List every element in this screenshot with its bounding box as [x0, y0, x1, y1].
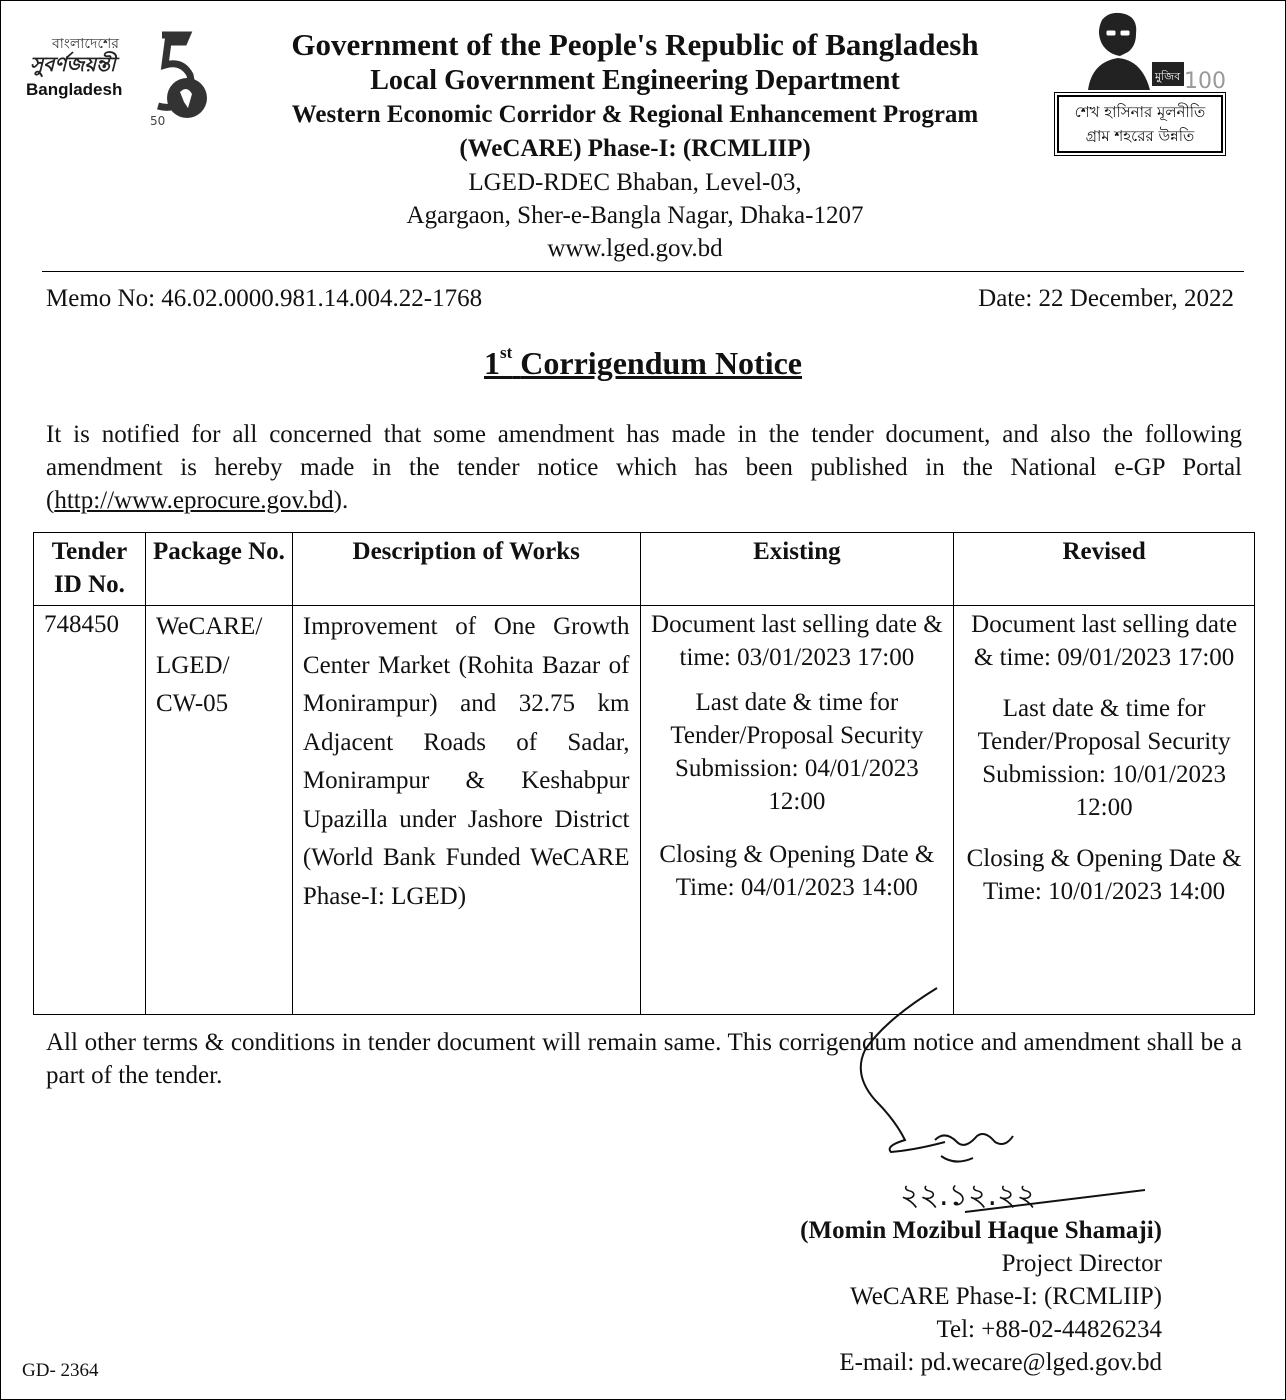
revised-closing: Closing & Opening Date & Time: 10/01/2023 14:00	[966, 845, 1242, 905]
logo-bangla-line1: বাংলাদেশের	[52, 36, 119, 52]
notice-title: 1st Corrigendum Notice	[484, 343, 802, 381]
header-address1: LGED-RDEC Bhaban, Level-03,	[468, 169, 802, 196]
header-revised: Revised	[954, 533, 1255, 606]
cell-existing	[640, 606, 954, 1015]
header-tender-id: Tender ID No.	[34, 533, 146, 606]
memo-number: Memo No: 46.02.0000.981.14.004.22-1768	[46, 285, 483, 312]
closing-paragraph: All other terms & conditions in tender document will remain same. This corrigendum notice and amendment shall be a part of the tender.	[46, 1029, 1242, 1089]
signatory-designation: Project Director	[1001, 1250, 1162, 1277]
table-header-row	[34, 533, 1255, 606]
header-package: Package No.	[145, 533, 292, 606]
intro-paragraph: It is notified for all concerned that some amendment has made in the tender document, and also the following amendment is hereby made in the tender notice which has been published in the National e-GP Portal (http://www.eprocure.gov.bd).	[46, 421, 1242, 514]
signatory-email[interactable]: E-mail: pd.wecare@lged.gov.bd	[839, 1349, 1162, 1376]
table-row	[34, 606, 1255, 1015]
revised-selling: Document last selling date & time: 09/01/2023 17:00	[971, 611, 1238, 671]
signatory-name: (Momin Mozibul Haque Shamaji)	[800, 1217, 1162, 1244]
portrait-icon	[1080, 10, 1226, 94]
header-department: Local Government Engineering Department	[370, 65, 900, 96]
footer-code: GD- 2364	[22, 1360, 99, 1381]
header-government: Government of the People's Republic of Bangladesh	[291, 27, 979, 62]
signatory-tel: Tel: +88-02-44826234	[936, 1316, 1162, 1343]
cell-tender-id: 748450	[34, 606, 146, 1015]
revised-security: Last date & time for Tender/Proposal Security Submission: 10/01/2023 12:00	[977, 695, 1231, 821]
header-website[interactable]: www.lged.gov.bd	[547, 235, 723, 262]
golden-jubilee-logo	[22, 30, 212, 135]
logo-numeral: 50	[150, 114, 166, 128]
eprocure-link[interactable]: http://www.eprocure.gov.bd	[54, 487, 334, 514]
signatory-program: WeCARE Phase-I: (RCMLIIP)	[850, 1283, 1162, 1310]
cell-package: WeCARE/ LGED/ CW-05	[145, 606, 292, 1015]
logo-badge-text: মুজিব	[1155, 70, 1181, 83]
header-description: Description of Works	[292, 533, 640, 606]
memo-date: Date: 22 December, 2022	[978, 285, 1234, 312]
header-address2: Agargaon, Sher-e-Bangla Nagar, Dhaka-1207	[406, 202, 864, 229]
existing-security: Last date & time for Tender/Proposal Security Submission: 04/01/2023 12:00	[670, 689, 924, 815]
header-phase: (WeCARE) Phase-I: (RCMLIIP)	[459, 135, 811, 162]
signature-icon	[845, 980, 1175, 1213]
slogan-line1: শেখ হাসিনার মূলনীতি	[1074, 103, 1206, 121]
amendment-table	[33, 532, 1255, 1015]
existing-closing: Closing & Opening Date & Time: 04/01/2023 14:00	[659, 841, 935, 901]
cell-description: Improvement of One Growth Center Market (Rohita Bazar of Monirampur) and 32.75 km Adjacent Roads of Sadar, Monirampur & Keshabpur Upazilla under Jashore District (World Bank Funded WeCARE Phase-I: LGED)	[292, 606, 640, 1015]
slogan-box	[1057, 95, 1223, 153]
existing-selling: Document last selling date & time: 03/01/2023 17:00	[651, 611, 943, 671]
jubilee-50-emblem-icon	[132, 30, 212, 130]
handwritten-date: ২২.১২.২২	[900, 1178, 1037, 1213]
logo-bangla-line2: সুবর্ণজয়ন্তী	[30, 52, 116, 76]
cell-revised	[954, 606, 1255, 1015]
slogan-line2: গ্রাম শহরের উন্নতি	[1085, 127, 1195, 145]
header-existing: Existing	[640, 533, 954, 606]
logo-number-text: 100	[1184, 69, 1226, 94]
letterhead	[220, 26, 1050, 265]
mujib-100-logo	[1055, 10, 1230, 160]
logo-bangladesh-text: Bangladesh	[26, 80, 123, 99]
header-divider	[42, 271, 1244, 272]
header-program: Western Economic Corridor & Regional Enhancement Program	[291, 101, 979, 128]
